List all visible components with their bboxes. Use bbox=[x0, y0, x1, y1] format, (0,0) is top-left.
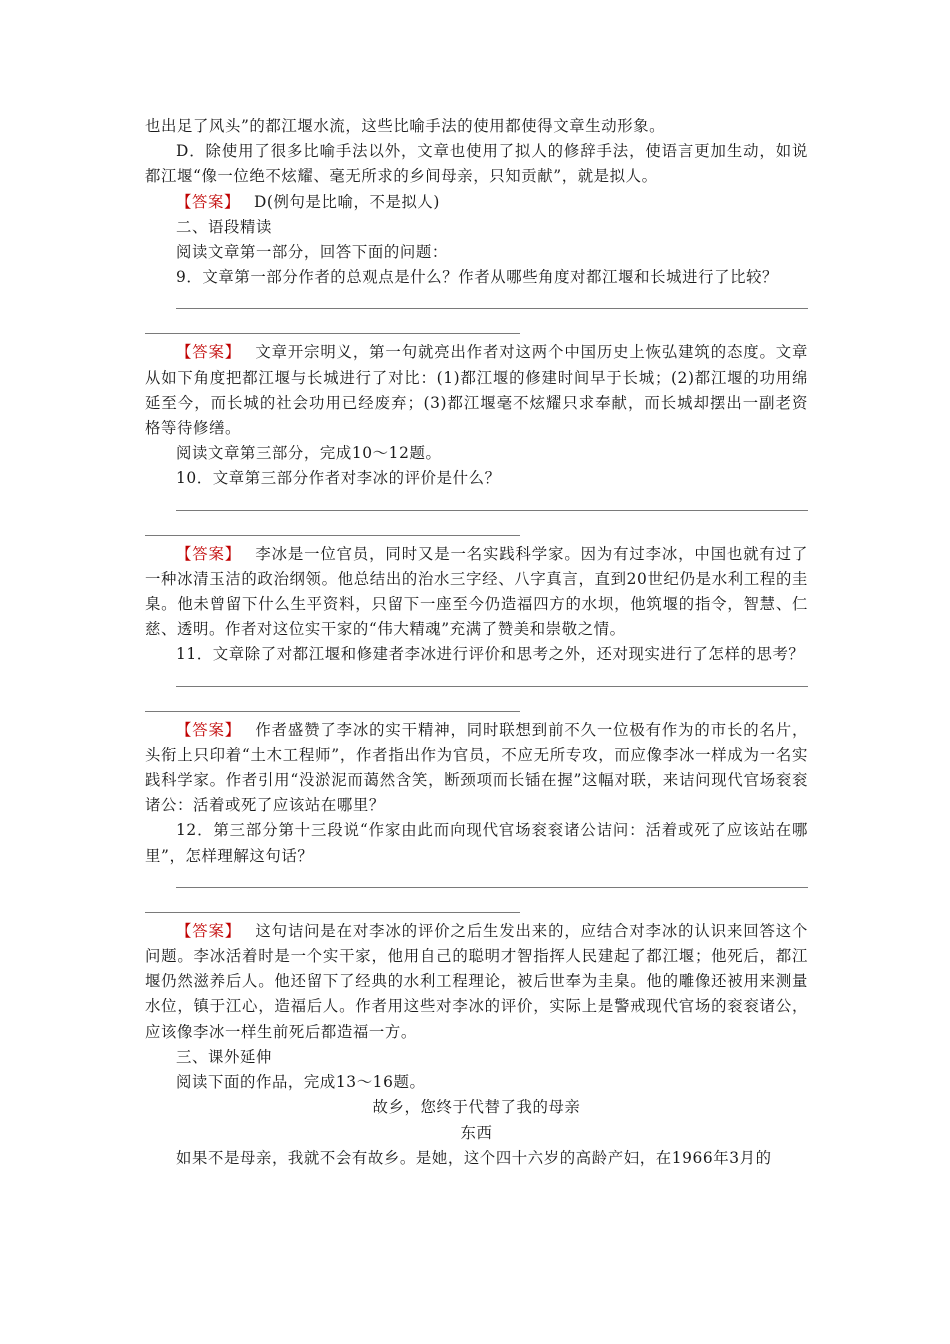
question-10: 10．文章第三部分作者对李冰的评价是什么？ bbox=[176, 469, 501, 488]
section-heading: 三、课外延伸 bbox=[176, 1047, 272, 1066]
instruction: 阅读文章第一部分，回答下面的问题： bbox=[176, 243, 448, 262]
answer-blank-line bbox=[176, 308, 808, 309]
essay-paragraph: 如果不是母亲，我就不会有故乡。是她，这个四十六岁的高龄产妇，在1966年3月的 bbox=[176, 1148, 772, 1167]
text-line: 也出足了风头”的都江堰水流，这些比喻手法的使用都使得文章生动形象。 bbox=[145, 117, 666, 135]
answer-blank-line bbox=[145, 535, 520, 536]
question-12: 12．第三部分第十三段说“作家由此而向现代官场衮衮诸公诘问：活着或死了应该站在哪里”，怎样理解这句话？ bbox=[145, 821, 808, 865]
answer-blank-line bbox=[176, 887, 808, 888]
answer-text: 文章开宗明义，第一句就亮出作者对这两个中国历史上恢弘建筑的态度。文章从如下角度把都江堰与长城进行了对比：(1)都江堰的修建时间早于长城；(2)都江堰的功用绵延至今，而长城的社会功用已经废弃；(3)都江堰毫不炫耀只求奉献，而长城却摆出一副老资格等待修缮。 bbox=[145, 343, 808, 438]
answer-8 bbox=[145, 190, 808, 215]
answer-9 bbox=[145, 340, 808, 441]
option-d: D．除使用了很多比喻手法以外，文章也使用了拟人的修辞手法，使语言更加生动，如说都江堰“像一位绝不炫耀、毫无所求的乡间母亲，只知贡献”，就是拟人。 bbox=[145, 142, 808, 186]
essay-title: 故乡，您终于代替了我的母亲 bbox=[372, 1098, 581, 1117]
answer-blank-line bbox=[145, 333, 520, 334]
instruction: 阅读下面的作品，完成13～16题。 bbox=[176, 1073, 426, 1092]
answer-label: 【答案】 bbox=[176, 544, 242, 563]
answer-label: 【答案】 bbox=[176, 921, 242, 940]
answer-label: 【答案】 bbox=[176, 192, 240, 211]
answer-text: 这句诘问是在对李冰的评价之后生发出来的，应结合对李冰的认识来回答这个问题。李冰活着时是一个实干家，他用自己的聪明才智指挥人民建起了都江堰；他死后，都江堰仍然滋养后人。他还留下了经典的水利工程理论，被后世奉为圭臬。他的雕像还被用来测量水位，镇于江心，造福后人。作者用这些对李冰的评价，实际上是警戒现代官场的衮衮诸公，应该像李冰一样生前死后都造福一方。 bbox=[145, 921, 808, 1041]
answer-blank-line bbox=[176, 510, 808, 511]
answer-blank-line bbox=[145, 711, 520, 712]
answer-text: D(例句是比喻，不是拟人) bbox=[253, 192, 441, 211]
answer-blank-line bbox=[176, 686, 808, 687]
answer-label: 【答案】 bbox=[176, 720, 242, 739]
section-heading: 二、语段精读 bbox=[176, 217, 272, 236]
answer-10 bbox=[145, 542, 808, 643]
answer-11 bbox=[145, 718, 808, 819]
question-11: 11．文章除了对都江堰和修建者李冰进行评价和思考之外，还对现实进行了怎样的思考？ bbox=[176, 645, 805, 664]
question-9: 9．文章第一部分作者的总观点是什么？作者从哪些角度对都江堰和长城进行了比较？ bbox=[176, 268, 779, 287]
instruction: 阅读文章第三部分，完成10～12题。 bbox=[176, 444, 442, 463]
document-page bbox=[145, 114, 808, 1171]
answer-text: 作者盛赞了李冰的实干精神，同时联想到前不久一位极有作为的市长的名片，头衔上只印着“土木工程师”，作者指出作为官员，不应无所专攻，而应像李冰一样成为一名实践科学家。作者引用“没淤泥而蔼然含笑，断颈项而长锸在握”这幅对联，来诘问现代官场衮衮诸公：活着或死了应该站在哪里？ bbox=[145, 720, 808, 815]
answer-text: 李冰是一位官员，同时又是一名实践科学家。因为有过李冰，中国也就有过了一种冰清玉洁的政治纲领。他总结出的治水三字经、八字真言，直到20世纪仍是水利工程的圭臬。他未曾留下什么生平资料，只留下一座至今仍造福四方的水坝，他筑堰的指令，智慧、仁慈、透明。作者对这位实干家的“伟大精魂”充满了赞美和崇敬之情。 bbox=[145, 544, 808, 639]
answer-label: 【答案】 bbox=[176, 343, 242, 362]
essay-author: 东西 bbox=[460, 1123, 493, 1142]
answer-blank-line bbox=[145, 912, 520, 913]
answer-12 bbox=[145, 919, 808, 1045]
